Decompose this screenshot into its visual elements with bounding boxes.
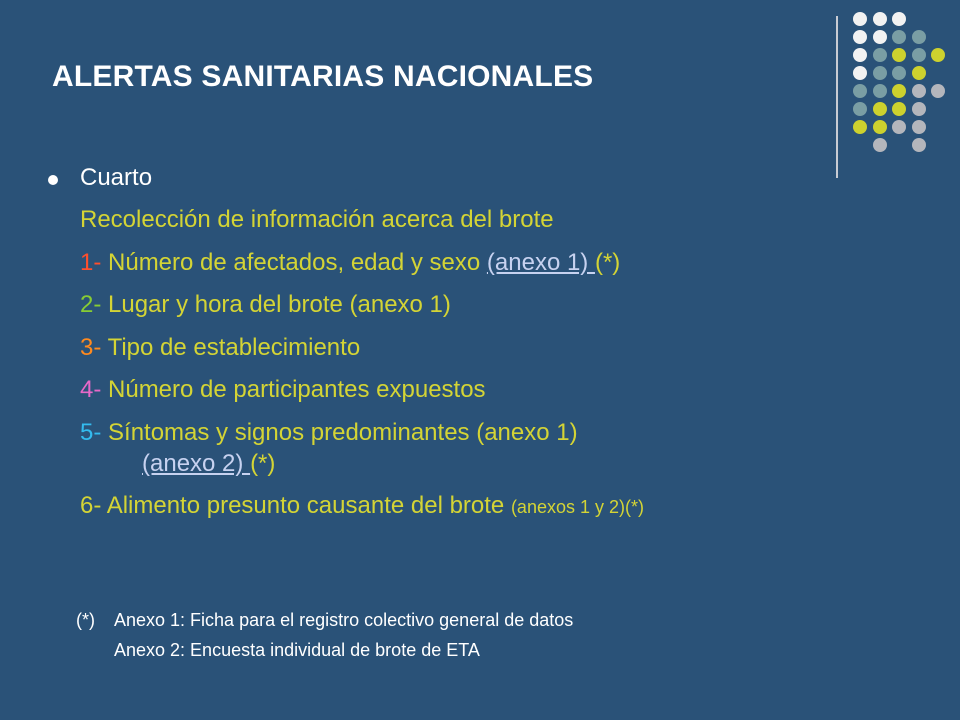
item-small-note: (anexos 1 y 2)(*) <box>510 497 644 517</box>
list-item-2 <box>80 291 451 319</box>
list-item-5 <box>80 419 578 447</box>
anexo-2-link[interactable]: (anexo 2) <box>142 450 251 477</box>
decor-dot <box>853 120 867 134</box>
item-text: Número de participantes expuestos <box>101 376 486 403</box>
bullet-icon <box>48 175 58 185</box>
decor-dot <box>892 12 906 26</box>
decor-dot <box>853 48 867 62</box>
decor-dot <box>892 48 906 62</box>
decor-dot <box>853 102 867 116</box>
decor-dot <box>853 12 867 26</box>
footnote-mark: (*) <box>76 610 95 630</box>
item-number: 1- <box>80 249 102 276</box>
decor-dot <box>912 30 926 44</box>
decor-dot <box>931 48 945 62</box>
footnote-line-1: Anexo 1: Ficha para el registro colectivo general de datos <box>114 610 574 630</box>
dot-grid-decoration <box>853 12 949 156</box>
decor-dot <box>873 138 887 152</box>
footnote-line-2: Anexo 2: Encuesta individual de brote de ETA <box>114 640 480 660</box>
item-text: Alimento presunto causante del brote <box>101 492 511 519</box>
decor-dot <box>892 84 906 98</box>
list-item-4 <box>80 376 486 404</box>
decor-dot <box>853 30 867 44</box>
item-text: Número de afectados, edad y sexo <box>101 249 487 276</box>
list-item-6 <box>80 492 644 520</box>
decor-dot <box>912 84 926 98</box>
decor-dot <box>873 120 887 134</box>
decor-dot <box>873 48 887 62</box>
decor-dot <box>873 66 887 80</box>
item-suffix: (*) <box>594 249 621 276</box>
decor-dot <box>892 120 906 134</box>
decor-dot <box>892 102 906 116</box>
list-item-3 <box>80 334 360 362</box>
decor-dot <box>892 30 906 44</box>
decor-dot <box>853 84 867 98</box>
decor-dot <box>853 66 867 80</box>
list-item-1 <box>80 249 620 277</box>
decor-dot <box>912 138 926 152</box>
decor-dot <box>892 66 906 80</box>
list-item-5-continuation <box>142 450 275 478</box>
item-suffix: (*) <box>250 450 276 477</box>
subtitle: Recolección de información acerca del brote <box>80 206 554 233</box>
decor-dot <box>873 102 887 116</box>
item-number: 3- <box>80 334 102 361</box>
item-text: Tipo de establecimiento <box>101 334 361 361</box>
decor-dot <box>912 66 926 80</box>
decor-dot <box>931 84 945 98</box>
decor-dot <box>912 48 926 62</box>
decor-dot <box>912 120 926 134</box>
item-text: Síntomas y signos predominantes (anexo 1) <box>101 419 578 446</box>
item-number: 2- <box>80 291 102 318</box>
decor-dot <box>912 102 926 116</box>
slide-title: ALERTAS SANITARIAS NACIONALES <box>52 60 594 93</box>
item-text: Lugar y hora del brote (anexo 1) <box>101 291 451 318</box>
divider-line <box>836 16 838 178</box>
bullet-heading: Cuarto <box>80 164 153 191</box>
decor-dot <box>873 30 887 44</box>
item-number: 6- <box>80 492 102 519</box>
anexo-1-link[interactable]: (anexo 1) <box>486 249 595 276</box>
decor-dot <box>873 12 887 26</box>
item-number: 4- <box>80 376 102 403</box>
decor-dot <box>873 84 887 98</box>
item-number: 5- <box>80 419 102 446</box>
